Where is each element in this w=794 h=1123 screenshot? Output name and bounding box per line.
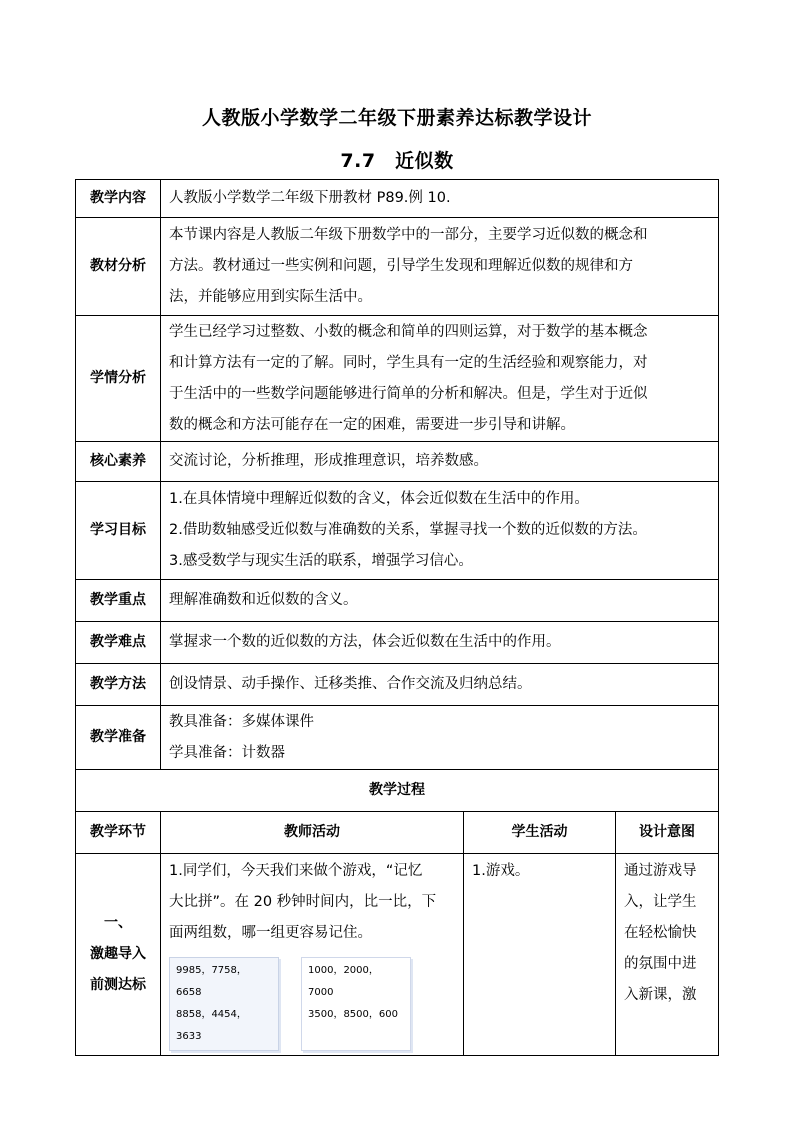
- row-text: 和计算方法有一定的了解。同时，学生具有一定的生活经验和观察能力，对: [169, 354, 648, 371]
- row-text: 人教版小学数学二年级下册教材 P89.例 10.: [169, 190, 451, 206]
- row-text: 理解准确数和近似数的含义。: [169, 592, 358, 608]
- intent-text: 入，让学生: [624, 894, 697, 910]
- row-label: 教学准备: [76, 706, 161, 770]
- header-teacher: 教师活动: [161, 812, 464, 854]
- row-learning-goals: [76, 482, 719, 580]
- row-text: 学生已经学习过整数、小数的概念和简单的四则运算，对于数学的基本概念: [169, 323, 648, 340]
- row-label: 教学难点: [76, 622, 161, 664]
- intent-text: 通过游戏导: [624, 863, 697, 879]
- number-group-box-right: 1000，2000，7000 3500，8500，600: [301, 957, 411, 1051]
- row-text: 于生活中的一些数学问题能够进行简单的分析和解决。但是，学生对于近似: [169, 385, 648, 402]
- stage-number: 一、: [104, 915, 132, 931]
- header-intent: 设计意图: [616, 812, 719, 854]
- row-text: 1.在具体情境中理解近似数的含义，体会近似数在生活中的作用。: [169, 491, 589, 507]
- stage-name: 前测达标: [90, 977, 146, 993]
- intent-text: 在轻松愉快: [624, 925, 697, 941]
- row-text: 法，并能够应用到实际生活中。: [169, 289, 372, 305]
- row-process-title: [76, 770, 719, 812]
- row-material-analysis: [76, 218, 719, 316]
- row-label: 学情分析: [76, 316, 161, 442]
- intent-text: 入新课，激: [624, 987, 697, 1003]
- row-text: 方法。教材通过一些实例和问题，引导学生发现和理解近似数的规律和方: [169, 258, 633, 274]
- row-text: 教具准备：多媒体课件: [169, 713, 314, 730]
- row-label: 教学方法: [76, 664, 161, 706]
- stage-name: 激趣导入: [90, 946, 146, 962]
- row-preparation: [76, 706, 719, 770]
- header-student: 学生活动: [464, 812, 616, 854]
- student-text: 1.游戏。: [472, 863, 530, 879]
- intent-text: 的氛围中进: [624, 956, 697, 972]
- lesson-plan-table: [75, 179, 719, 1056]
- row-student-analysis: [76, 316, 719, 442]
- row-process-headers: [76, 812, 719, 854]
- lesson-title: 7.7 近似数: [340, 150, 454, 172]
- row-text: 本节课内容是人教版二年级下册数学中的一部分，主要学习近似数的概念和: [169, 227, 648, 243]
- teacher-text: 大比拼”。在 20 秒钟时间内，比一比，下: [169, 894, 437, 910]
- row-text: 掌握求一个数的近似数的方法，体会近似数在生活中的作用。: [169, 634, 561, 650]
- row-key-point: [76, 580, 719, 622]
- row-core-literacy: [76, 442, 719, 482]
- row-label: 教学重点: [76, 580, 161, 622]
- row-content: [76, 180, 719, 218]
- row-text: 创设情景、动手操作、迁移类推、合作交流及归纳总结。: [169, 676, 532, 692]
- header-stage: 教学环节: [76, 812, 161, 854]
- row-label: 教材分析: [76, 218, 161, 316]
- teacher-text: 1.同学们，今天我们来做个游戏，“记忆: [169, 863, 423, 879]
- row-teaching-methods: [76, 664, 719, 706]
- row-text: 交流讨论，分析推理，形成推理意识，培养数感。: [169, 453, 488, 469]
- number-group-box-left: 9985，7758，6658 8858，4454，3633: [169, 957, 279, 1051]
- row-label: 教学内容: [76, 180, 161, 218]
- row-text: 学具准备：计数器: [169, 744, 285, 761]
- row-text: 2.借助数轴感受近似数与准确数的关系，掌握寻找一个数的近似数的方法。: [169, 522, 647, 538]
- row-label: 学习目标: [76, 482, 161, 580]
- number-groups-image: [169, 957, 455, 1051]
- teacher-text: 面两组数，哪一组更容易记住。: [169, 925, 372, 941]
- process-title: 教学过程: [76, 770, 719, 812]
- document-title: 人教版小学数学二年级下册素养达标教学设计: [201, 107, 592, 129]
- row-stage-one: [76, 854, 719, 1056]
- row-text: 数的概念和方法可能存在一定的困难，需要进一步引导和讲解。: [169, 416, 575, 433]
- row-text: 3.感受数学与现实生活的联系，增强学习信心。: [169, 553, 473, 569]
- row-label: 核心素养: [76, 442, 161, 482]
- row-difficult-point: [76, 622, 719, 664]
